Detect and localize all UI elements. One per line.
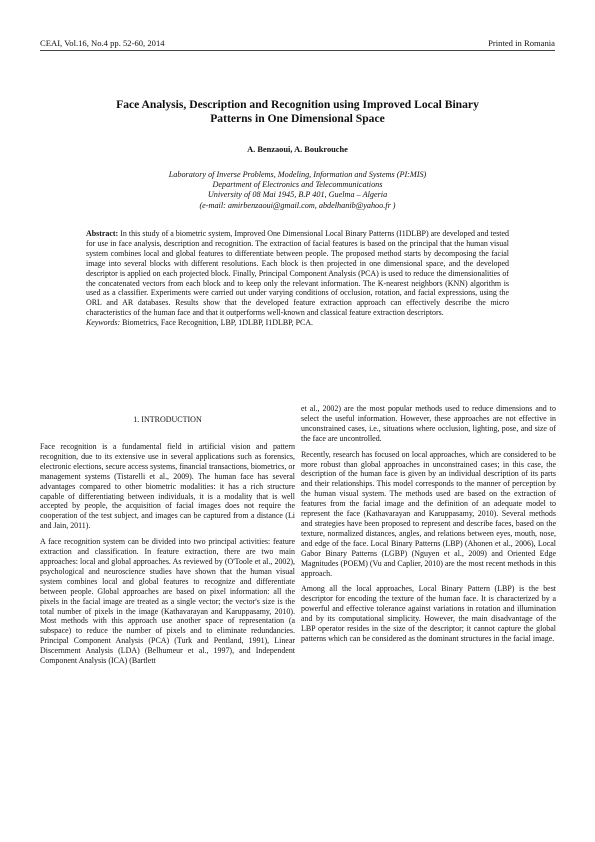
right-paragraph-1: et al., 2002) are the most popular methods used to reduce dimensions and to select the useful information. However, these approaches are not effective in unconstrained cases, i.e., situations where occlusion, lighting, pose, and size of the face are uncontrolled.	[301, 404, 556, 443]
running-header	[40, 38, 555, 50]
keywords-label: Keywords:	[86, 318, 121, 328]
printed-in: Printed in Romania	[488, 38, 555, 48]
right-paragraph-2: Recently, research has focused on local approaches, which are considered to be more robust than global approaches in unconstrained cases; in this case, the description of the human face is given by an individual description of its parts and their relationships. This model corresponds to the manner of perception by the human visual system. The methods used are based on the extraction of features from the facial image and the definition of an adequate model to represent the face (Kathavarayan and Karuppasamy, 2010). Several methods and strategies have been proposed to represent and describe faces, based on the texture, normalized distances, angles, and relations between eyes, mouth, nose, and edge of the face. Local Binary Patterns (LBP) (Ahonen et al., 2006), Local Gabor Binary Patterns (LGBP) (Nguyen et al., 2009) and Oriented Edge Magnitudes (POEM) (Vu and Caplier, 2010) are the most recent methods in this approach.	[301, 449, 556, 578]
affiliation	[0, 170, 595, 211]
right-column	[301, 404, 556, 650]
section-heading-introduction: 1. INTRODUCTION	[133, 415, 202, 424]
left-column	[40, 442, 295, 672]
affiliation-line-4: (e-mail: amirbenzaoui@gmail.com, abdelhanib@yahoo.fr )	[199, 200, 396, 210]
journal-citation: CEAI, Vol.16, No.4 pp. 52-60, 2014	[40, 38, 165, 48]
left-paragraph-1: Face recognition is a fundamental field in artificial vision and pattern recognition, due to its extensive use in several applications such as forensics, electronic elections, secure access systems, financial transactions, biometrics, or management systems (Tistarelli et al., 2009). The human face has several advantages compared to other biometric modalities: it has a rich structure capable of differentiating between individuals, it is a modality that is well accepted by people, the acquisition of facial images does not require the cooperation of the test subject, and images can be captured from a distance (Li and Jain, 2011).	[40, 442, 295, 531]
affiliation-line-1: Laboratory of Inverse Problems, Modeling, Information and Systems (PI:MIS)	[168, 170, 427, 179]
keywords-text: Biometrics, Face Recognition, LBP, 1DLBP, I1DLBP, PCA.	[120, 318, 314, 328]
title-line-1: Face Analysis, Description and Recognition using Improved Local Binary	[116, 98, 479, 111]
abstract-text: In this study of a biometric system, Improved One Dimensional Local Binary Patterns (I1DLBP) are developed and tested for use in face analysis, description and recognition. The extraction of facial features is based on the principal that the human visual system combines local and global features to differentiate between people. The proposed method starts by decomposing the facial image into several blocks with different resolutions. Each block is then projected in one dimensional space, and the developed descriptor is applied on each projected block. Finally, Principal Component Analysis (PCA) is used to reduce the dimensionalities of the concatenated vectors from each block and to keep only the relevant information. The K-nearest neighbors (KNN) algorithm is used as a classifier. Experiments were carried out under varying conditions of occlusion, rotation, and facial expressions, using the ORL and AR databases. Results show that the developed feature extraction approach can effectively describe the micro characteristics of the human face and that it outperforms well-known and classical feature extraction descriptors.	[86, 229, 510, 318]
abstract	[86, 229, 509, 328]
paper-title	[60, 98, 535, 126]
left-paragraph-2: A face recognition system can be divided into two principal activities: feature extraction and classification. In feature extraction, there are two main approaches: local and global approaches. As reviewed by (O'Toole et al., 2002), psychological and neuroscience studies have shown that the human visual system combines local and global features to recognize and differentiate between people. Global approaches are based on pixel information: all the pixels in the facial image are treated as a single vector; the vector's size is the total number of pixels in the image (Kathavarayan and Karuppasamy, 2010). Most methods with this approach use another space of representation (a subspace) to reduce the number of pixels and to eliminate redundancies. Principal Component Analysis (PCA) (Turk and Pentland, 1991), Linear Discernment Analysis (LDA) (Belhumeur et al., 1997), and Independent Component Analysis (ICA) (Bartlett	[40, 537, 295, 666]
header-rule	[40, 50, 555, 51]
right-paragraph-3: Among all the local approaches, Local Binary Pattern (LBP) is the best descriptor for encoding the texture of the human face. It is characterized by a powerful and effective tolerance against variations in rotation and illumination and by its computational simplicity. However, the main disadvantage of the LBP operator resides in the size of the descriptor; it cannot capture the global patterns which can be considered as the dominant structures in the facial image.	[301, 584, 556, 643]
authors: A. Benzaoui, A. Boukrouche	[247, 145, 348, 154]
abstract-body	[86, 229, 509, 318]
keywords	[86, 318, 509, 328]
abstract-label: Abstract:	[86, 229, 119, 238]
affiliation-line-3: University of 08 Mai 1945, B.P 401, Guelma – Algeria	[207, 190, 388, 200]
affiliation-line-2: Department of Electronics and Telecommunications	[212, 180, 383, 190]
title-line-2: Patterns in One Dimensional Space	[210, 112, 385, 125]
